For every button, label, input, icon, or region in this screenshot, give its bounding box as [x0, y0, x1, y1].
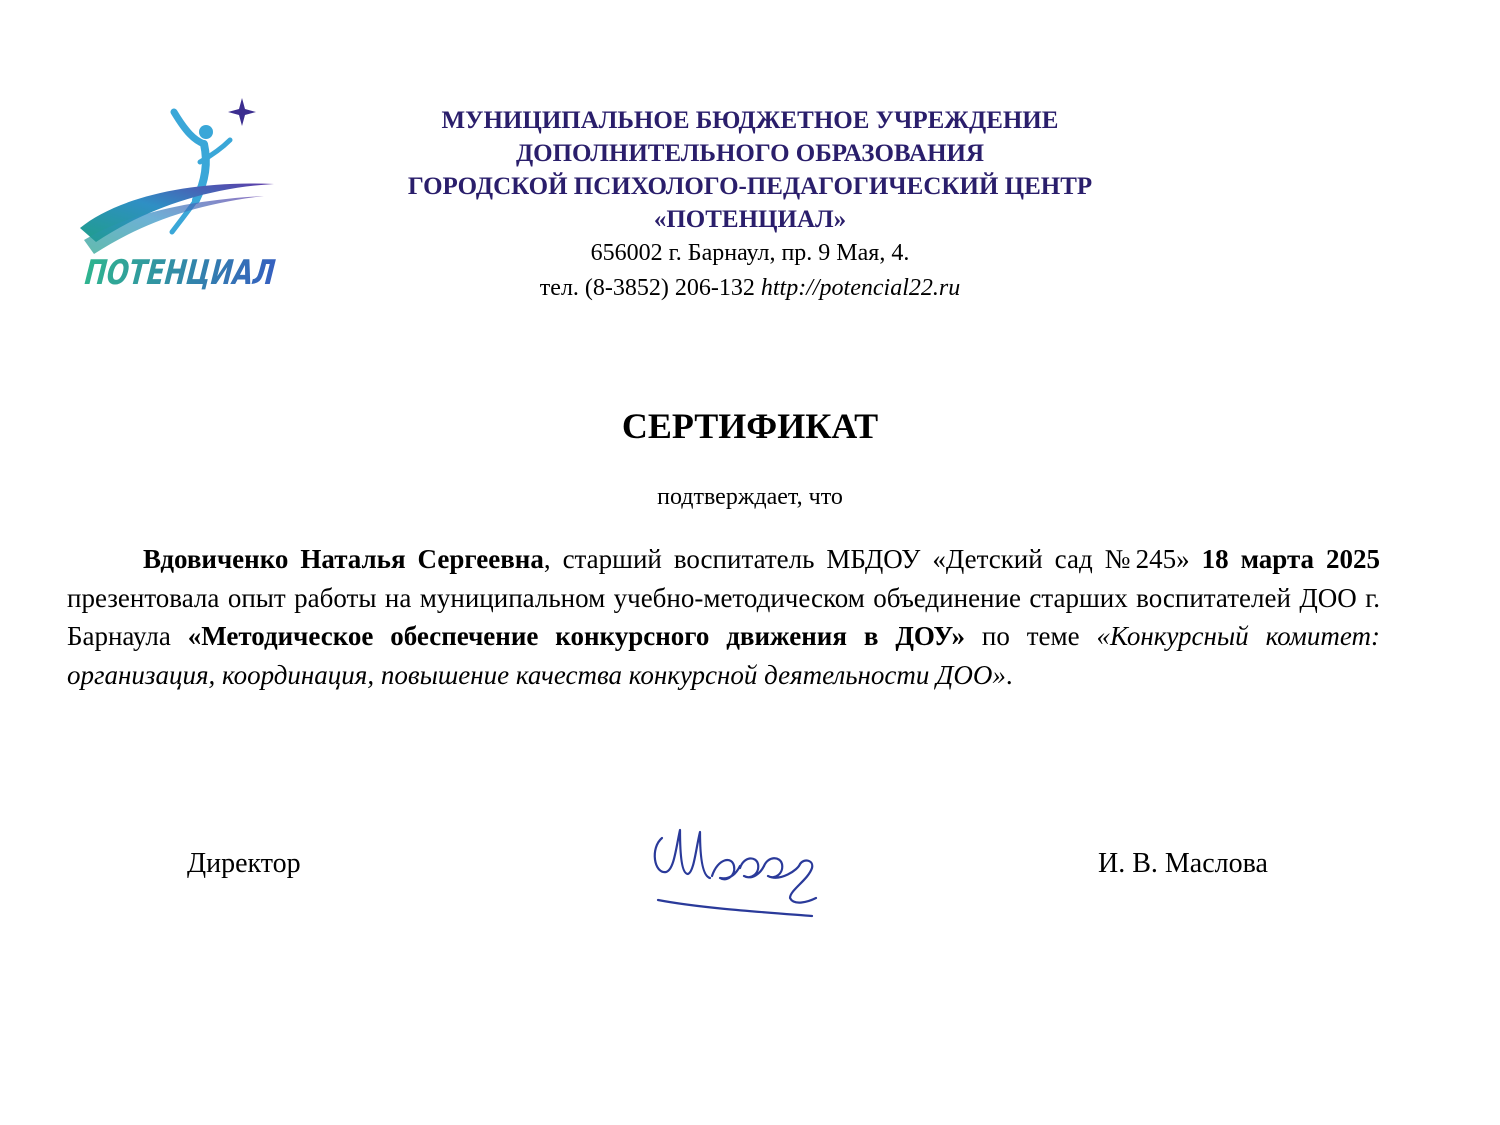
recipient-position: , старший воспитатель МБДОУ «Детский сад №245»: [543, 544, 1202, 574]
confirms-text: подтверждает, что: [657, 484, 843, 510]
org-address: 656002 г. Барнаул, пр. 9 Мая, 4.: [590, 240, 910, 266]
signer-name: И. В. Маслова: [1098, 848, 1268, 879]
logo-text: ПОТЕНЦИАЛ: [79, 253, 337, 293]
org-phone: тел. (8-3852) 206-132: [539, 275, 761, 301]
signer-role: Директор: [187, 848, 301, 879]
org-name-line-2: ДОПОЛНИТЕЛЬНОГО ОБРАЗОВАНИЯ: [515, 140, 985, 167]
org-name-line-1: МУНИЦИПАЛЬНОЕ БЮДЖЕТНОЕ УЧРЕЖДЕНИЕ: [441, 107, 1059, 134]
recipient-name: Вдовиченко Наталья Сергеевна: [143, 544, 544, 574]
figure-icon: [172, 112, 230, 232]
body-text-1: презентовала опыт работы на муниципальном учебно-методическом объединение старших воспитателей ДОО г. Барнаула: [67, 582, 1380, 651]
body-ending: .: [1005, 659, 1013, 690]
certificate-body: [67, 540, 1380, 694]
org-contacts: [300, 271, 1200, 306]
event-title: «Методическое обеспечение конкурсного движения в ДОУ»: [187, 621, 965, 651]
star-icon: [228, 98, 256, 126]
event-date: 18 марта 2025: [1201, 544, 1380, 574]
certificate-title: СЕРТИФИКАТ: [621, 406, 879, 446]
org-website-link[interactable]: http://potencial22.ru: [760, 275, 961, 301]
presentation-topic: «Конкурсный комитет: организация, координация, повышение качества конкурсной деятельности ДОО»: [67, 621, 1380, 690]
body-text-2: по теме: [965, 621, 1097, 651]
potencial-logo: [74, 92, 337, 297]
wave-icon: [80, 183, 274, 254]
org-name-line-4: «ПОТЕНЦИАЛ»: [653, 206, 847, 233]
org-name-line-3: ГОРОДСКОЙ ПСИХОЛОГО-ПЕДАГОГИЧЕСКИЙ ЦЕНТР: [407, 173, 1093, 200]
handwritten-signature: [640, 808, 840, 928]
org-header: [300, 104, 1200, 306]
